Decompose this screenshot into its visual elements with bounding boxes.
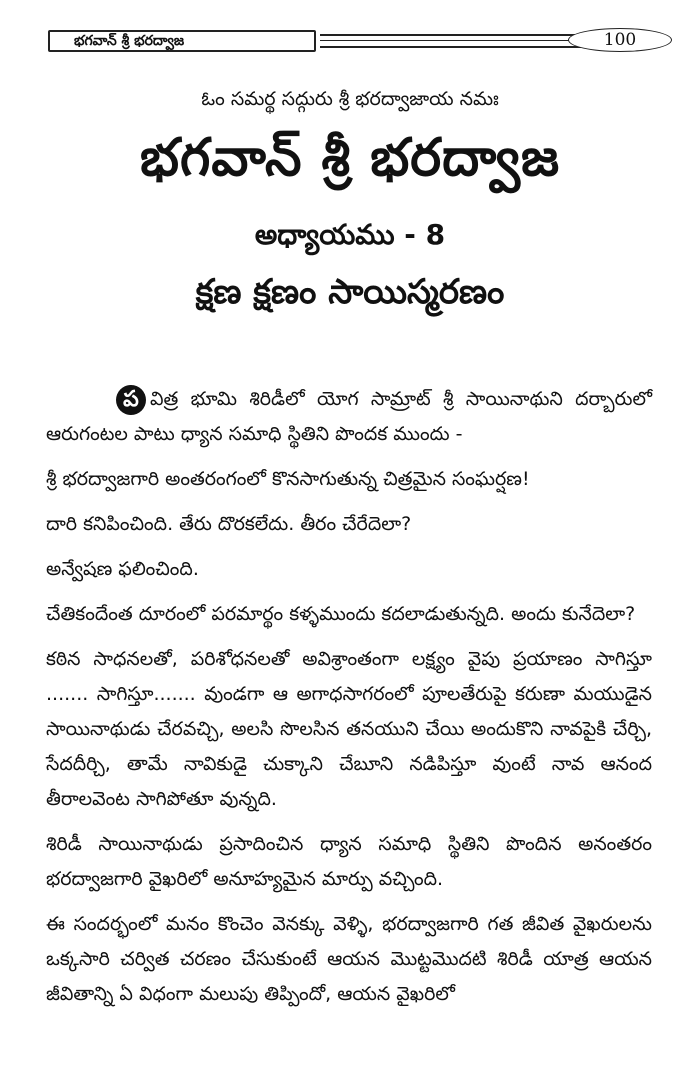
invocation-line: ఓం సమర్థ సద్గురు శ్రీ భరద్వాజాయ నమః xyxy=(201,88,499,110)
chapter-subtitle: క్షణ క్షణం సాయిస్మరణం xyxy=(195,272,505,312)
paragraph: శ్రీ భరద్వాజగారి అంతరంగంలో కొనసాగుతున్న చిత్రమైన సంఘర్షణ! xyxy=(46,468,530,490)
paragraph-text: విత్ర భూమి శిరిడీలో యోగ సామ్రాట్ శ్రీ సాయినాథుని దర్బారులో ఆరుగంటల పాటు ధ్యాన సమాధి స్థితిని పొందక ముందు - xyxy=(46,388,652,445)
paragraph: అన్వేషణ ఫలించింది. xyxy=(46,558,199,580)
running-header xyxy=(48,30,658,56)
paragraph: ఈ సందర్భంలో మనం కొంచెం వెనక్కు వెళ్ళి, భరద్వాజగారి గత జీవిత వైఖరులను ఒక్కసారి చర్విత చరణం చేసుకుంటే ఆయన మొట్టమొదటి శిరిడీ యాత్ర ఆయన జీవితాన్ని ఏ విధంగా మలుపు తిప్పిందో, ఆయన వైఖరిలో xyxy=(46,913,652,1005)
paragraph: కఠిన సాధనలతో, పరిశోధనలతో అవిశ్రాంతంగా లక్ష్యం వైపు ప్రయాణం సాగిస్తూ ....... సాగిస్తూ....... వుండగా ఆ అగాధసాగరంలో పూలతేరుపై కరుణా మయుడైన సాయినాథుడు చేరవచ్చి, అలసి సొలసిన తనయుని చేయి అందుకొని నావపైకి చేర్చి, సేదదీర్చి, తామే నావికుడై చుక్కాని చేబూని నడిపిస్తూ వుంటే నావ ఆనంద తీరాలవెంట సాగిపోతూ వున్నది. xyxy=(46,648,652,810)
page-title: భగవాన్ శ్రీ భరద్వాజ xyxy=(140,128,560,188)
paragraph xyxy=(46,382,652,452)
drop-cap: ప xyxy=(116,385,146,415)
paragraph: శిరిడీ సాయినాథుడు ప్రసాదించిన ధ్యాన సమాధి స్థితిని పొందిన అనంతరం భరద్వాజగారి వైఖరిలో అనూహ్యమైన మార్పు వచ్చింది. xyxy=(46,833,652,890)
paragraph: చేతికందేంత దూరంలో పరమార్థం కళ్ళముందు కదలాడుతున్నది. అందు కునేదెలా? xyxy=(46,603,636,625)
chapter-heading: అధ్యాయము - 8 xyxy=(254,218,446,251)
paragraph: దారి కనిపించింది. తేరు దొరకలేదు. తీరం చేరేదెలా? xyxy=(46,513,412,535)
running-header-title: భగవాన్ శ్రీ భరద్వాజ xyxy=(48,30,316,52)
page-number: 100 xyxy=(568,28,672,52)
body-text xyxy=(46,382,652,1022)
